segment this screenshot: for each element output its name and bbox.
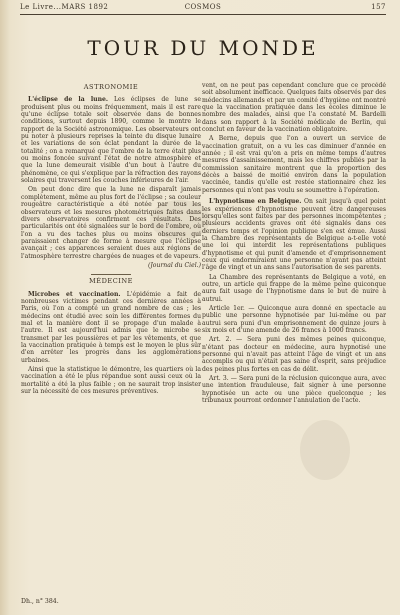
article-text: On peut donc dire que la lune ne disparaît jamais complètement, même au plus fort de l'éclipse ; sa couleur rougeâtre caractéristique a été notée par tous les observateurs et les mesures photométriques faites dans divers observatoires confirment ces résultats. Des particularités ont été signalées sur le bord de l'ombre, où l'on a vu des taches plus ou moins obscures qui paraissaient changer de forme à mesure que l'éclipse avançait ; ces apparences seraient dues aux régions de l'atmosphère terrestre chargées de nuages et de vapeurs. [21,186,201,260]
header-left: Le Livre...MARS 1892 [20,3,109,11]
article-source: (Journal du Ciel.) [147,261,201,269]
header-journal-name: COSMOS [184,3,222,11]
header-rule [20,14,386,15]
article-rubric: L'éclipse de la lune. [28,96,108,104]
article-paragraph [21,186,201,259]
article-text: A Berne, depuis que l'on a ouvert un service de vaccination gratuit, on a vu les cas diminuer d'année en année ; il est vrai qu'on a pris en même temps d'autres mesures d'assainissement, mais les chiffres publiés par la commission sanitaire montrent que la proportion des décès a baissé de moitié environ dans la population vaccinée, tandis qu'elle est restée stationnaire chez les personnes qui n'ont pas voulu se soumettre à l'opération. [202,135,386,194]
left-column [21,82,201,603]
page-title: TOUR DU MONDE [87,36,319,60]
article-paragraph [202,82,386,133]
article-text: Art. 3. — Sera puni de la réclusion quiconque aura, avec une intention frauduleuse, fait signer à une personne hypnotisée un acte ou une pièce quelconque ; les tribunaux pourront ordonner l'annulation de l'acte. [202,375,386,405]
right-column [202,82,386,603]
article-text: L'épidémie a fait de nombreuses victimes pendant ces dernières années à Paris, où l'on a compté un grand nombre de cas ; les médecins ont étudié avec soin les différentes formes du mal et la manière dont il se propage d'un malade à l'autre. Il est aujourd'hui admis que le microbe se transmet par les poussières et par les vêtements, et que la vaccination pratiquée à temps est le moyen le plus sûr d'en arrêter les progrès dans les agglomérations urbaines. [21,290,201,364]
article-paragraph [202,274,386,303]
page-footer-note: Dh., n° 384. [21,598,59,605]
section-heading-medecine: MÉDECINE [89,277,133,286]
article-text: On sait jusqu'à quel point les expériences d'hypnotisme peuvent être dangereuses lorsqu'elles sont faites par des personnes incompétentes ; plusieurs accidents graves ont été signalés dans ces derniers temps et l'opinion publique s'en est émue. Aussi la Chambre des représentants de Belgique a-t-elle voté une loi qui interdit les représentations publiques d'hypnotisme et qui punit d'amende et d'emprisonnement ceux qui endormiraient une personne n'ayant pas atteint l'âge de vingt et un ans sans l'autorisation de ses parents. [202,198,386,272]
section-divider [91,274,131,275]
article-paragraph [202,198,386,271]
article-paragraph [202,336,386,373]
article-paragraph [202,305,386,334]
article-text: Article 1er. — Quiconque aura donné en spectacle au public une personne hypnotisée par lui-même ou par autrui sera puni d'un emprisonnement de quinze jours à six mois et d'une amende de 26 francs à 1000 francs. [202,304,386,334]
article-rubric: Microbes et vaccination. [28,290,121,298]
article-paragraph [202,375,386,404]
page-number: 157 [371,3,386,11]
article-paragraph [21,96,201,184]
article-text: La Chambre des représentants de Belgique a voté, en outre, un article qui frappe de la même peine quiconque aura fait usage de l'hypnotisme dans le but de nuire à autrui. [202,273,386,303]
section-heading-astronomie: ASTRONOMIE [83,83,139,91]
article-paragraph [21,291,201,364]
article-text: Ainsi que la statistique le démontre, les quartiers où la vaccination a été le plus répandue sont aussi ceux où la mortalité a été la plus faible ; on ne saurait trop insister sur la nécessité de ces mesures préventives. [21,366,201,396]
article-text: vent, on ne peut pas cependant conclure que ce procédé soit absolument inefficace. Quelques faits observés par des médecins allemands et par un comité d'hygiène ont montré que la vaccination pratiquée dans les écoles diminue le nombre des malades, ainsi que l'a constaté M. Bardelli dans son rapport à la Société médicale de Berlin, qui conclut en faveur de la vaccination obligatoire. [202,82,386,134]
article-paragraph [21,366,201,395]
article-rubric: L'hypnotisme en Belgique. [209,198,302,206]
article-text: Art. 2. — Sera puni des mêmes peines quiconque, n'étant pas docteur en médecine, aura hypnotisé une personne qui n'avait pas atteint l'âge de vingt et un ans accomplis ou qui n'était pas saine d'esprit, sans préjudice des peines plus fortes en cas de délit. [202,336,386,373]
article-paragraph [202,135,386,194]
article-text: Les éclipses de lune se produisent plus ou moins fréquemment, mais il est rare qu'une éclipse totale soit observée dans de bonnes conditions, surtout depuis 1890, comme le montre le rapport de la Société astronomique. Les observateurs ont pu noter à plusieurs reprises la teinte du disque lunaire et les variations de son éclat pendant la durée de la totalité ; on a remarqué que l'ombre de la terre était plus ou moins foncée suivant l'état de notre atmosphère et que la lune demeurait visible d'un bout à l'autre du phénomène, ce qui s'explique par la réfraction des rayons solaires qui traversent les couches inférieures de l'air. [21,96,201,185]
